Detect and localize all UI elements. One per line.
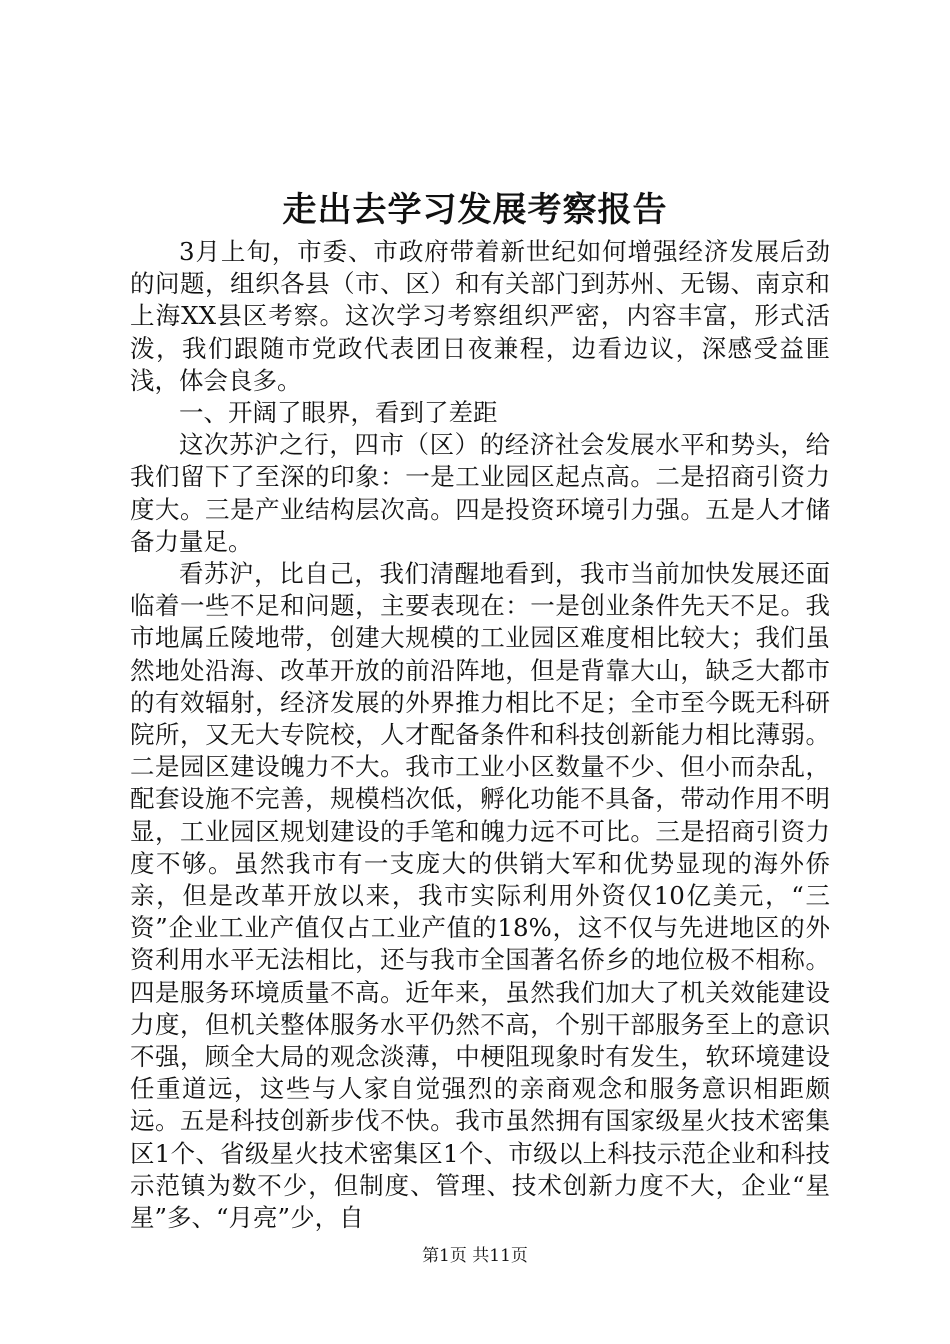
page-number-footer: 第1页 共11页 [422,1246,528,1266]
paragraph-shortcomings: 看苏沪，比自己，我们清醒地看到，我市当前加快发展还面临着一些不足和问题，主要表现在：一是创业条件先天不足。我市地属丘陵地带，创建大规模的工业园区难度相比较大；我们虽然地处沿海、改革开放的前沿阵地，但是背靠大山，缺乏大都市的有效辐射，经济发展的外界推力相比不足；全市至今既无科研院所，又无大专院校，人才配备条件和科技创新能力相比薄弱。二是园区建设魄力不大。我市工业小区数量不少、但小而杂乱，配套设施不完善，规模档次低，孵化功能不具备，带动作用不明显，工业园区规划建设的手笔和魄力远不可比。三是招商引资力度不够。虽然我市有一支庞大的供销大军和优势显现的海外侨亲，但是改革开放以来，我市实际利用外资仅10亿美元，“三资”企业工业产值仅占工业产值的18%，这不仅与先进地区的外资利用水平无法相比，还与我市全国著名侨乡的地位极不相称。四是服务环境质量不高。近年来，虽然我们加大了机关效能建设力度，但机关整体服务水平仍然不高，个别干部服务至上的意识不强，顾全大局的观念淡薄，中梗阻现象时有发生，软环境建设任重道远，这些与人家自觉强烈的亲商观念和服务意识相距颇远。五是科技创新步伐不快。我市虽然拥有国家级星火技术密集区1个、省级星火技术密集区1个、市级以上科技示范企业和科技示范镇为数不少，但制度、管理、技术创新力度不大，企业“星星”多、“月亮”少，自 [130,559,830,1233]
paragraph-intro: 3月上旬，市委、市政府带着新世纪如何增强经济发展后劲的问题，组织各县（市、区）和有关部门到苏州、无锡、南京和上海XX县区考察。这次学习考察组织严密，内容丰富，形式活泼，我们跟随市党政代表团日夜兼程，边看边议，深感受益匪浅，体会良多。 [130,237,830,395]
paragraph-impressions: 这次苏沪之行，四市（区）的经济社会发展水平和势头，给我们留下了至深的印象：一是工业园区起点高。二是招商引资力度大。三是产业结构层次高。四是投资环境引力强。五是人才储备力量足。 [130,430,830,556]
section-heading-1: 一、开阔了眼界，看到了差距 [179,398,498,428]
document-title: 走出去学习发展考察报告 [282,190,668,230]
document-body [130,236,830,1234]
